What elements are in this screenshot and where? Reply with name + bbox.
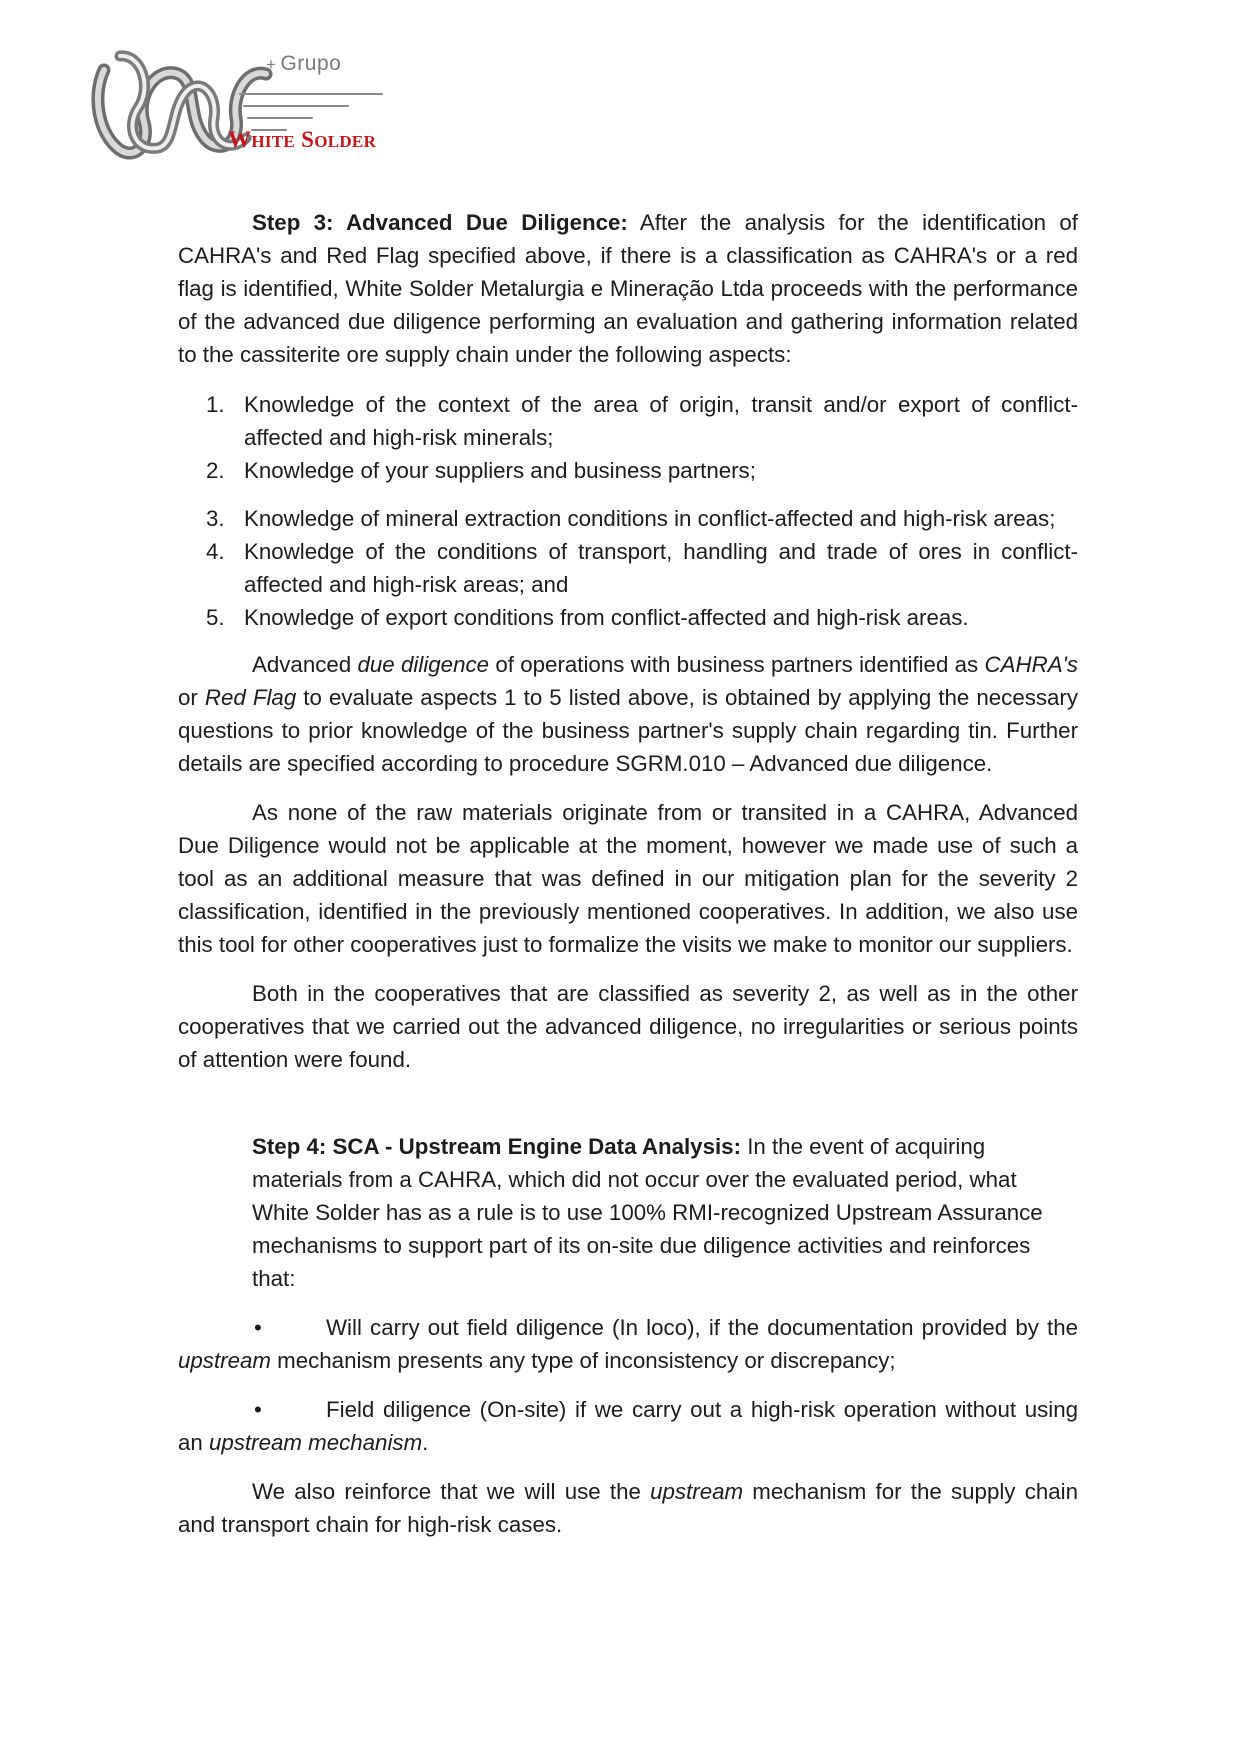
step3-heading: Step 3: Advanced Due Diligence:	[252, 210, 628, 235]
bullet-item-on-site-diligence: • Field diligence (On-site) if we carry out a high-risk operation without using an upstream mechanism.	[178, 1393, 1078, 1459]
list-item: 1. Knowledge of the context of the area of origin, transit and/or export of conflict-affected and high-risk minerals;	[206, 392, 1078, 450]
bullet-icon: •	[254, 1397, 262, 1422]
advanced-due-diligence-paragraph: Advanced due diligence of operations with business partners identified as CAHRA's or Red Flag to evaluate aspects 1 to 5 listed above, is obtained by applying the necessary questions to prior knowledge of the business partner's supply chain regarding tin. Further details are specified according to procedure SGRM.010 – Advanced due diligence.	[178, 652, 1078, 776]
document-body	[178, 206, 1078, 1541]
list-item: 5. Knowledge of export conditions from conflict-affected and high-risk areas.	[206, 605, 969, 630]
list-item: 3. Knowledge of mineral extraction conditions in conflict-affected and high-risk areas;	[206, 506, 1056, 531]
cahra-applicability-paragraph: As none of the raw materials originate from or transited in a CAHRA, Advanced Due Diligence would not be applicable at the moment, however we made use of such a tool as an additional measure that was defined in our mitigation plan for the severity 2 classification, identified in the previously mentioned cooperatives. In addition, we also use this tool for other cooperatives just to formalize the visits we make to monitor our suppliers.	[178, 800, 1078, 957]
list-item: 2. Knowledge of your suppliers and business partners;	[206, 458, 756, 483]
aspects-list	[178, 388, 1078, 634]
bullet-icon: •	[254, 1315, 262, 1340]
findings-paragraph: Both in the cooperatives that are classified as severity 2, as well as in the other cooperatives that we carried out the advanced diligence, no irregularities or serious points of attention were found.	[178, 981, 1078, 1072]
list-item: 4. Knowledge of the conditions of transport, handling and trade of ores in conflict-affected and high-risk areas; and	[206, 539, 1078, 597]
step4-paragraph: Step 4: SCA - Upstream Engine Data Analysis: In the event of acquiring materials from a CAHRA, which did not occur over the evaluated period, what White Solder has as a rule is to use 100% RMI-recognized Upstream Assurance mechanisms to support part of its on-site due diligence activities and reinforces that:	[252, 1134, 1043, 1291]
step3-paragraph: Step 3: Advanced Due Diligence: After the analysis for the identification of CAHRA's and Red Flag specified above, if there is a classification as CAHRA's or a red flag is identified, White Solder Metalurgia e Mineração Ltda proceeds with the performance of the advanced due diligence performing an evaluation and gathering information related to the cassiterite ore supply chain under the following aspects:	[178, 210, 1078, 367]
step4-heading: Step 4: SCA - Upstream Engine Data Analysis:	[252, 1134, 741, 1159]
logo-grupo-text: + Grupo	[266, 52, 342, 75]
closing-paragraph: We also reinforce that we will use the upstream mechanism for the supply chain and transport chain for high-risk cases.	[178, 1479, 1078, 1537]
bullet-item-field-diligence: • Will carry out field diligence (In loco), if the documentation provided by the upstream mechanism presents any type of inconsistency or discrepancy;	[178, 1311, 1078, 1377]
company-logo	[90, 48, 390, 164]
logo-brand-text: WHITE SOLDER	[228, 127, 377, 152]
